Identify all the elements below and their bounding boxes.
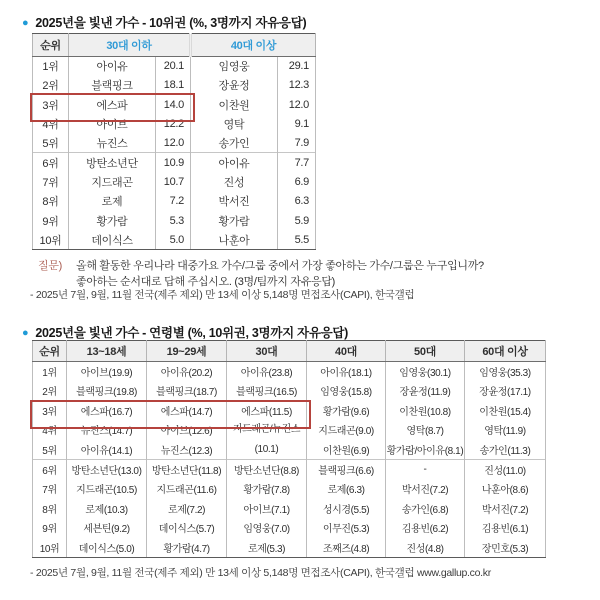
over40-group-header: 40대 이상 <box>191 34 316 57</box>
survey-footnote: - 2025년 7월, 9월, 11월 전국(제주 제외) 만 13세 이상 5,148명 면접조사(CAPI), 한국갤럽 <box>30 289 415 301</box>
singer-age30s: 방탄소년단(8.8) <box>227 460 307 480</box>
merged-cell-line2: (10.1) <box>254 443 279 455</box>
singer-age30s-merged-cell <box>227 420 307 460</box>
singer-age40s: 조째즈(4.8) <box>307 538 386 558</box>
singer-under30: 뉴진스 <box>69 134 156 153</box>
singer-age50s: 진성(4.8) <box>386 538 465 558</box>
table-row <box>33 420 546 440</box>
singer-under30: 방탄소년단 <box>69 153 156 172</box>
singer-age60plus: 박서진(7.2) <box>465 499 546 519</box>
rank-cell: 5위 <box>33 134 69 153</box>
singer-age30s: 에스파(11.5) <box>227 401 307 421</box>
singer-age30s: 로제(5.3) <box>227 538 307 558</box>
section2-title <box>22 323 348 341</box>
singer-age13-18: 에스파(16.7) <box>67 401 147 421</box>
rank-header: 순위 <box>33 341 67 362</box>
table-row <box>33 518 546 538</box>
singer-age60plus: 임영웅(35.3) <box>465 362 546 382</box>
singer-age60plus: 영탁(11.9) <box>465 420 546 440</box>
section1-title-text: 2025년을 빛낸 가수 - 10위권 (%, 3명까지 자유응답) <box>35 16 307 30</box>
survey-footnote-with-url: - 2025년 7월, 9월, 11월 전국(제주 제외) 만 13세 이상 5,148명 면접조사(CAPI), 한국갤럽 www.gallup.co.kr <box>30 567 491 579</box>
percent-under30: 7.2 <box>156 192 191 211</box>
rank-cell: 4위 <box>33 114 69 133</box>
rank-cell: 3위 <box>33 401 67 421</box>
singer-age50s: - <box>386 460 465 480</box>
percent-over40: 6.3 <box>278 192 316 211</box>
age40s-header: 40대 <box>307 341 386 362</box>
singer-under30: 데이식스 <box>69 230 156 249</box>
singer-age19-29: 황가람(4.7) <box>147 538 227 558</box>
singer-over40: 박서진 <box>191 192 278 211</box>
rank-cell: 2위 <box>33 381 67 401</box>
singer-age60plus: 송가인(11.3) <box>465 440 546 460</box>
singer-under30: 아이브 <box>69 114 156 133</box>
rank-cell: 10위 <box>33 538 67 558</box>
percent-over40: 12.3 <box>278 76 316 95</box>
percent-over40: 29.1 <box>278 57 316 76</box>
singer-over40: 장윤정 <box>191 76 278 95</box>
singer-over40: 나훈아 <box>191 230 278 249</box>
singer-under30: 블랙핑크 <box>69 76 156 95</box>
under30-group-header: 30대 이하 <box>69 34 191 57</box>
table-row <box>33 114 316 133</box>
singer-age19-29: 방탄소년단(11.8) <box>147 460 227 480</box>
singer-age40s: 이무진(5.3) <box>307 518 386 538</box>
table-row <box>33 172 316 191</box>
rank-cell: 10위 <box>33 230 69 249</box>
singer-under30: 아이유 <box>69 57 156 76</box>
singer-age13-18: 데이식스(5.0) <box>67 538 147 558</box>
top10-header-row <box>33 34 316 57</box>
singer-age60plus: 진성(11.0) <box>465 460 546 480</box>
singer-age50s: 영탁(8.7) <box>386 420 465 440</box>
percent-under30: 12.2 <box>156 114 191 133</box>
rank-cell: 9위 <box>33 211 69 230</box>
singer-age40s: 로제(6.3) <box>307 479 386 499</box>
rank-cell: 3위 <box>33 95 69 114</box>
table-row <box>33 153 316 172</box>
singer-age50s: 이찬원(10.8) <box>386 401 465 421</box>
singer-age50s: 임영웅(30.1) <box>386 362 465 382</box>
percent-under30: 10.9 <box>156 153 191 172</box>
table-row <box>33 230 316 249</box>
table-row <box>33 192 316 211</box>
singer-over40: 아이유 <box>191 153 278 172</box>
singer-age50s: 장윤정(11.9) <box>386 381 465 401</box>
age50s-header: 50대 <box>386 341 465 362</box>
rank-cell: 6위 <box>33 153 69 172</box>
by-age-header-row <box>33 341 546 362</box>
singer-age40s: 황가람(9.6) <box>307 401 386 421</box>
singer-age40s: 아이유(18.1) <box>307 362 386 382</box>
rank-cell: 8위 <box>33 499 67 519</box>
singer-under30: 에스파 <box>69 95 156 114</box>
percent-under30: 14.0 <box>156 95 191 114</box>
age13-18-header: 13~18세 <box>67 341 147 362</box>
rank-header: 순위 <box>33 34 69 57</box>
percent-under30: 18.1 <box>156 76 191 95</box>
table-row-highlighted <box>33 95 316 114</box>
table-row <box>33 57 316 76</box>
rank-cell: 2위 <box>33 76 69 95</box>
section1-title <box>22 13 306 31</box>
singer-age50s: 김용빈(6.2) <box>386 518 465 538</box>
singer-over40: 송가인 <box>191 134 278 153</box>
singer-age50s: 박서진(7.2) <box>386 479 465 499</box>
bullet-icon: ● <box>22 327 29 339</box>
section2-title-text: 2025년을 빛낸 가수 - 연령별 (%, 10위권, 3명까지 자유응답) <box>35 326 349 340</box>
table-row <box>33 499 546 519</box>
singer-age30s: 황가람(7.8) <box>227 479 307 499</box>
singer-age13-18: 블랙핑크(19.8) <box>67 381 147 401</box>
singer-age60plus: 장민호(5.3) <box>465 538 546 558</box>
singer-over40: 진성 <box>191 172 278 191</box>
singer-age60plus: 이찬원(15.4) <box>465 401 546 421</box>
percent-over40: 7.9 <box>278 134 316 153</box>
percent-under30: 12.0 <box>156 134 191 153</box>
rank-cell: 7위 <box>33 479 67 499</box>
rank-cell: 5위 <box>33 440 67 460</box>
singer-age19-29: 지드래곤(11.6) <box>147 479 227 499</box>
singer-age13-18: 뉴진스(14.7) <box>67 420 147 440</box>
singer-age40s: 블랙핑크(6.6) <box>307 460 386 480</box>
singer-age60plus: 장윤정(17.1) <box>465 381 546 401</box>
singer-age19-29: 뉴진스(12.3) <box>147 440 227 460</box>
percent-over40: 5.5 <box>278 230 316 249</box>
percent-under30: 5.3 <box>156 211 191 230</box>
merged-cell-line1: 지드래곤/뉴진스 <box>232 424 301 435</box>
singer-age19-29: 에스파(14.7) <box>147 401 227 421</box>
singer-age19-29: 아이유(20.2) <box>147 362 227 382</box>
singer-age40s: 임영웅(15.8) <box>307 381 386 401</box>
singer-over40: 임영웅 <box>191 57 278 76</box>
age60plus-header: 60대 이상 <box>465 341 546 362</box>
singer-age13-18: 아이브(19.9) <box>67 362 147 382</box>
singer-age30s: 임영웅(7.0) <box>227 518 307 538</box>
singer-age13-18: 지드래곤(10.5) <box>67 479 147 499</box>
singer-age30s: 아이유(23.8) <box>227 362 307 382</box>
question-line2: 좋아하는 순서대로 답해 주십시오. (3명/팀까지 자유응답) <box>76 276 336 288</box>
rank-cell: 9위 <box>33 518 67 538</box>
singer-age30s: 아이브(7.1) <box>227 499 307 519</box>
percent-over40: 5.9 <box>278 211 316 230</box>
table-row <box>33 479 546 499</box>
rank-cell: 1위 <box>33 362 67 382</box>
singer-age40s: 성시경(5.5) <box>307 499 386 519</box>
percent-under30: 20.1 <box>156 57 191 76</box>
singer-age19-29: 로제(7.2) <box>147 499 227 519</box>
rank-cell: 8위 <box>33 192 69 211</box>
singer-age60plus: 김용빈(6.1) <box>465 518 546 538</box>
by-age-table <box>32 340 545 558</box>
table-row <box>33 134 316 153</box>
singer-age19-29: 블랙핑크(18.7) <box>147 381 227 401</box>
percent-over40: 12.0 <box>278 95 316 114</box>
percent-over40: 7.7 <box>278 153 316 172</box>
singer-age13-18: 아이유(14.1) <box>67 440 147 460</box>
singer-age50s: 황가람/아이유(8.1) <box>386 440 465 460</box>
table-row <box>33 76 316 95</box>
singer-age40s: 지드래곤(9.0) <box>307 420 386 440</box>
singer-under30: 황가람 <box>69 211 156 230</box>
singer-under30: 로제 <box>69 192 156 211</box>
table-row <box>33 211 316 230</box>
table-row <box>33 460 546 480</box>
singer-age13-18: 세븐틴(9.2) <box>67 518 147 538</box>
singer-age30s: 블랙핑크(16.5) <box>227 381 307 401</box>
singer-age19-29: 아이브(12.6) <box>147 420 227 440</box>
singer-age13-18: 로제(10.3) <box>67 499 147 519</box>
top10-table <box>32 33 315 250</box>
age30s-header: 30대 <box>227 341 307 362</box>
bullet-icon: ● <box>22 17 29 29</box>
singer-age13-18: 방탄소년단(13.0) <box>67 460 147 480</box>
percent-over40: 6.9 <box>278 172 316 191</box>
percent-over40: 9.1 <box>278 114 316 133</box>
question-line1: 올해 활동한 우리나라 대중가요 가수/그룹 중에서 가장 좋아하는 가수/그룹은 누구입니까? <box>76 260 484 272</box>
table-row <box>33 538 546 558</box>
rank-cell: 4위 <box>33 420 67 440</box>
singer-age19-29: 데이식스(5.7) <box>147 518 227 538</box>
percent-under30: 10.7 <box>156 172 191 191</box>
rank-cell: 1위 <box>33 57 69 76</box>
singer-over40: 영탁 <box>191 114 278 133</box>
singer-over40: 이찬원 <box>191 95 278 114</box>
singer-age60plus: 나훈아(8.6) <box>465 479 546 499</box>
singer-over40: 황가람 <box>191 211 278 230</box>
table-row <box>33 381 546 401</box>
question-label: 질문) <box>38 260 63 272</box>
table-row-highlighted <box>33 401 546 421</box>
singer-under30: 지드래곤 <box>69 172 156 191</box>
rank-cell: 7위 <box>33 172 69 191</box>
rank-cell: 6위 <box>33 460 67 480</box>
table-row <box>33 362 546 382</box>
age19-29-header: 19~29세 <box>147 341 227 362</box>
singer-age40s: 이찬원(6.9) <box>307 440 386 460</box>
singer-age50s: 송가인(6.8) <box>386 499 465 519</box>
percent-under30: 5.0 <box>156 230 191 249</box>
